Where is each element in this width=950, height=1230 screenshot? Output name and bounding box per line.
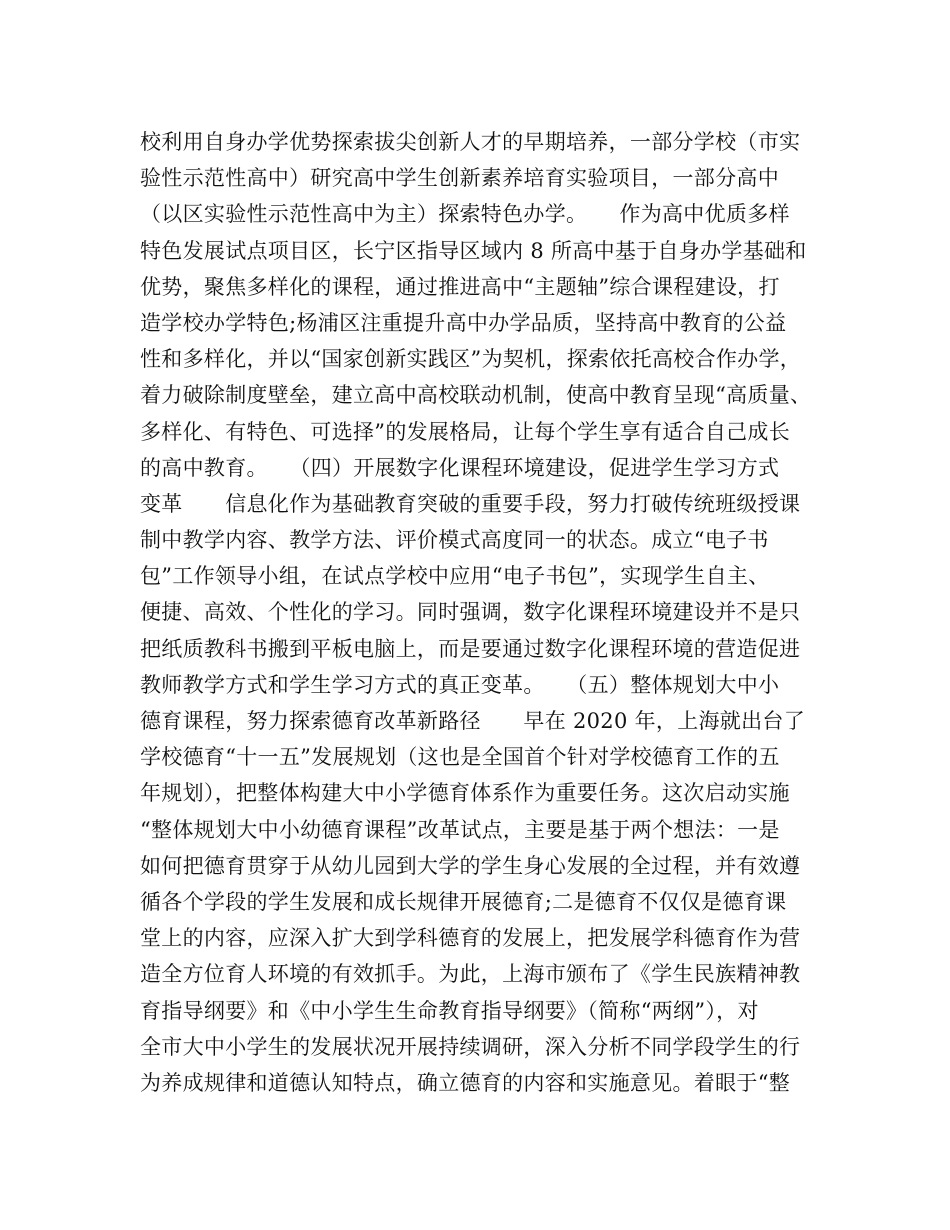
text-line: 校利用自身办学优势探索拔尖创新人才的早期培养，一部分学校（市实 bbox=[140, 130, 801, 154]
text-line: 造全方位育人环境的有效抓手。为此，上海市颁布了《学生民族精神教 bbox=[140, 962, 801, 987]
text-line: 堂上的内容，应深入扩大到学科德育的发展上，把发展学科德育作为营 bbox=[140, 926, 801, 951]
text-line: （以区实验性示范性高中为主）探索特色办学。 作为高中优质多样 bbox=[140, 202, 790, 227]
text-line: 特色发展试点项目区，长宁区指导区域内 8 所高中基于自身办学基础和 bbox=[140, 238, 807, 263]
text-line: 制中教学内容、教学方法、评价模式高度同一的状态。成立“电子书 bbox=[140, 528, 769, 553]
text-line: 的高中教育。 （四）开展数字化课程环境建设，促进学生学习方式 bbox=[140, 455, 780, 480]
text-line: 把纸质教科书搬到平板电脑上，而是要通过数字化课程环境的营造促进 bbox=[140, 636, 801, 661]
text-line: 性和多样化，并以“国家创新实践区”为契机，探索依托高校合作办学， bbox=[140, 347, 802, 372]
text-line: 如何把德育贯穿于从幼儿园到大学的学生身心发展的全过程，并有效遵 bbox=[140, 853, 801, 878]
text-line: 造学校办学特色;杨浦区注重提升高中办学品质，坚持高中教育的公益 bbox=[140, 310, 787, 335]
text-line: 着力破除制度壁垒，建立高中高校联动机制，使高中教育呈现“高质量、 bbox=[140, 383, 812, 408]
text-line: 多样化、有特色、可选择”的发展格局，让每个学生享有适合自己成长 bbox=[140, 419, 791, 444]
text-line: 优势，聚焦多样化的课程，通过推进高中“主题轴”综合课程建设，打 bbox=[140, 274, 780, 299]
text-line: 年规划），把整体构建大中小学德育体系作为重要任务。这次启动实施 bbox=[140, 781, 790, 806]
text-line: 循各个学段的学生发展和成长规律开展德育;二是德育不仅仅是德育课 bbox=[140, 889, 787, 914]
text-line: 为养成规律和道德认知特点，确立德育的内容和实施意见。着眼于“整 bbox=[140, 1070, 791, 1095]
body-text bbox=[140, 124, 830, 1101]
text-line: 教师教学方式和学生学习方式的真正变革。 （五）整体规划大中小 bbox=[140, 672, 780, 697]
text-line: 包”工作领导小组，在试点学校中应用“电子书包”，实现学生自主、 bbox=[140, 564, 770, 589]
text-line: 便捷、高效、个性化的学习。同时强调，数字化课程环境建设并不是只 bbox=[140, 600, 801, 625]
text-line: 学校德育“十一五”发展规划（这也是全国首个针对学校德育工作的五 bbox=[140, 745, 780, 770]
text-line: 变革 信息化作为基础教育突破的重要手段，努力打破传统班级授课 bbox=[140, 491, 801, 516]
text-line: 育指导纲要》和《中小学生生命教育指导纲要》（简称“两纲”），对 bbox=[140, 998, 759, 1023]
text-line: 全市大中小学生的发展状况开展持续调研，深入分析不同学段学生的行 bbox=[140, 1034, 801, 1059]
text-line: 德育课程，努力探索德育改革新路径 早在 2020 年，上海就出台了 bbox=[140, 709, 805, 733]
text-line: “整体规划大中小幼德育课程”改革试点，主要是基于两个想法：一是 bbox=[140, 817, 780, 842]
text-line: 验性示范性高中）研究高中学生创新素养培育实验项目，一部分高中 bbox=[140, 166, 779, 191]
